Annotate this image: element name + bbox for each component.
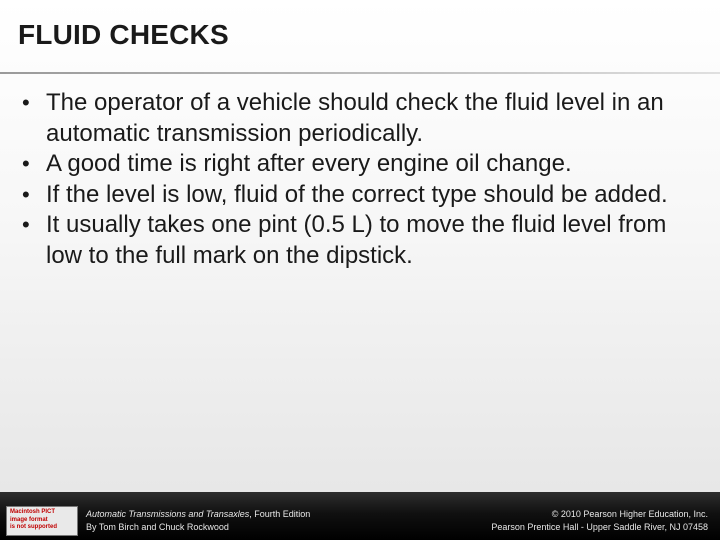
- placeholder-line: Macintosh PICT: [10, 509, 56, 515]
- bullet-list: [18, 88, 698, 271]
- bullet-marker: •: [22, 212, 30, 237]
- bullet-marker: •: [22, 151, 30, 176]
- bullet-item: [18, 88, 698, 149]
- book-title: Automatic Transmissions and Transaxles: [86, 509, 250, 519]
- publisher-text: Pearson Prentice Hall - Upper Saddle River, NJ 07458: [491, 522, 708, 532]
- slide-footer: [0, 492, 720, 540]
- bullet-marker: •: [22, 181, 30, 207]
- bullet-text: It usually takes one pint (0.5 L) to move the fluid level from low to the full mark on the dipstick.: [46, 211, 667, 269]
- book-edition: , Fourth Edition: [249, 509, 311, 519]
- unsupported-image-placeholder: [6, 506, 78, 536]
- bullet-item: [18, 180, 698, 211]
- bullet-text: A good time is right after every engine oil change.: [46, 150, 572, 177]
- bullet-item: [18, 149, 698, 180]
- bullet-item: [18, 210, 698, 271]
- slide-title: FLUID CHECKS: [18, 19, 229, 50]
- copyright-text: © 2010 Pearson Higher Education, Inc.: [551, 509, 708, 519]
- bullet-marker: •: [22, 90, 30, 115]
- book-authors: By Tom Birch and Chuck Rockwood: [86, 522, 229, 532]
- title-divider: [0, 72, 720, 74]
- footer-book-info: [86, 508, 310, 534]
- placeholder-line: image format: [10, 516, 48, 523]
- bullet-text: If the level is low, fluid of the correct type should be added.: [46, 180, 668, 208]
- placeholder-line: is not supported: [10, 524, 57, 530]
- bullet-text: The operator of a vehicle should check the fluid level in an automatic transmission periodically.: [46, 89, 664, 147]
- book-title-line: [86, 508, 310, 521]
- footer-publisher-info: [491, 508, 708, 534]
